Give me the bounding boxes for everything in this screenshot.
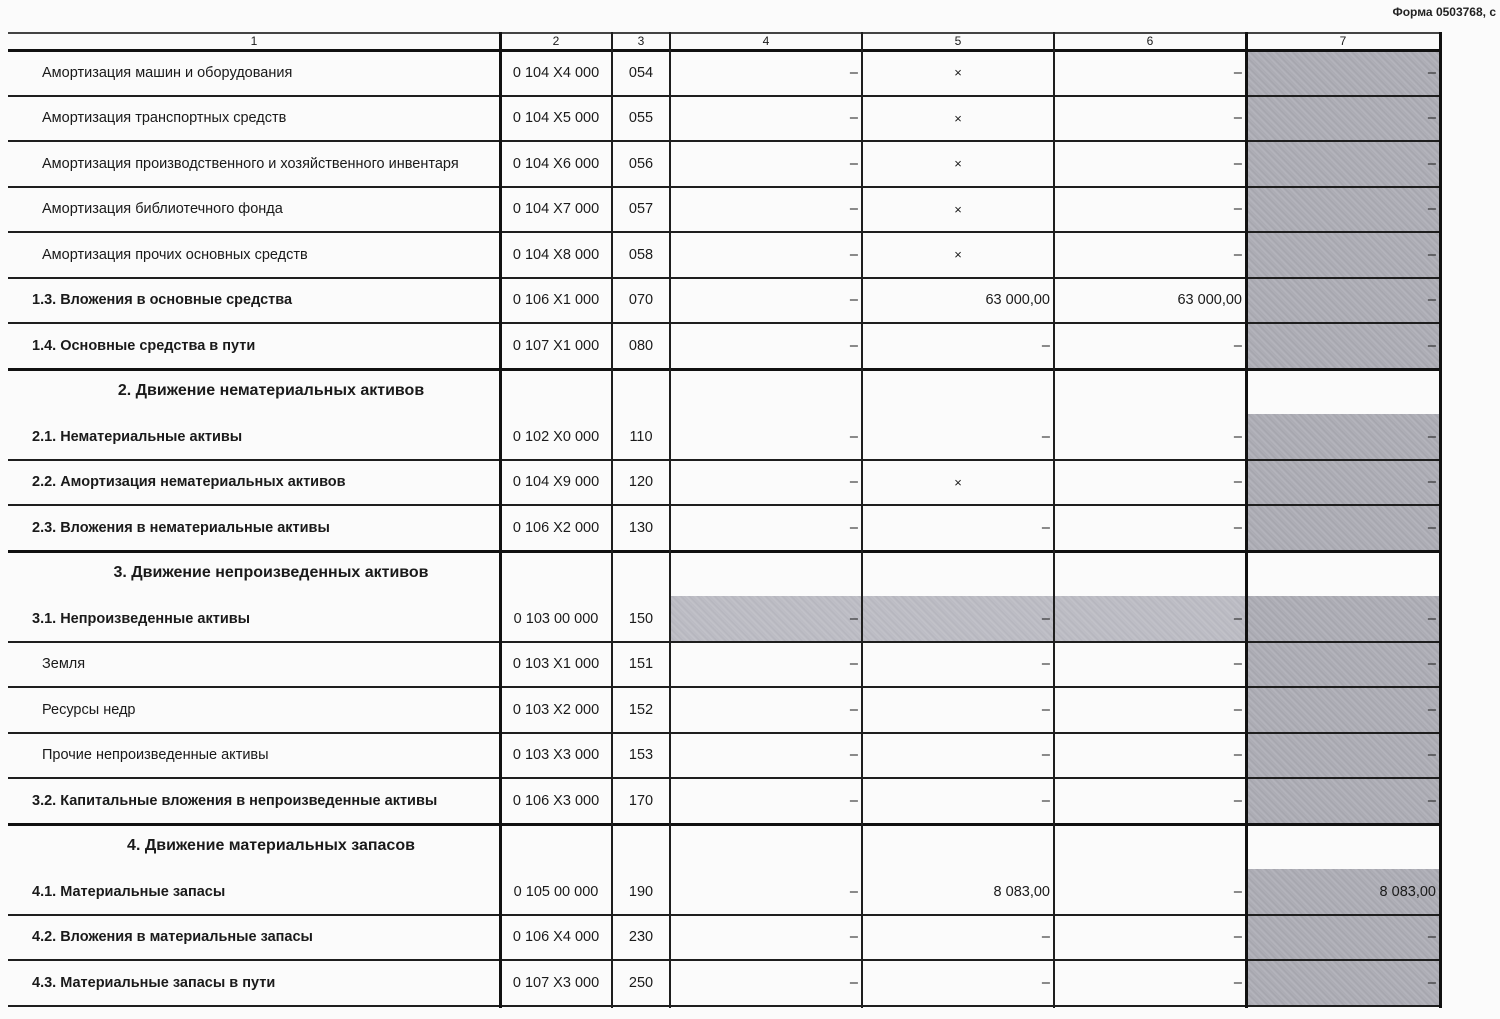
value-col6: – [1233,610,1242,627]
value-col4: – [849,292,858,309]
account-code: 0 106 X3 000 [512,792,600,809]
line-code: 058 [628,246,654,263]
column-header-2: 2 [552,34,560,48]
account-code: 0 103 00 000 [513,610,599,627]
value-col5: 8 083,00 [993,883,1050,900]
value-col5: – [1041,701,1050,718]
row-name: Амортизация производственного и хозяйственного инвентаря [42,155,459,172]
value-col5: × [954,65,962,81]
line-code: 190 [628,883,654,900]
row-name: 3.2. Капитальные вложения в непроизведенные активы [32,792,438,809]
value-col4: – [849,201,858,218]
account-code: 0 102 X0 000 [512,428,600,445]
section-heading: 3. Движение непроизведенных активов [113,564,429,582]
column-header-5: 5 [954,34,962,48]
value-col4: – [849,337,858,354]
value-col5: × [954,247,962,263]
value-col6: – [1233,337,1242,354]
value-col7: – [1427,246,1436,263]
value-col6: – [1233,155,1242,172]
line-code: 130 [628,519,654,536]
account-code: 0 104 X9 000 [512,474,600,491]
value-col7: – [1427,792,1436,809]
row-name: Прочие непроизведенные активы [42,747,269,764]
account-code: 0 105 00 000 [513,883,599,900]
value-col6: 63 000,00 [1177,292,1242,309]
value-col4: – [849,610,858,627]
value-col7: – [1427,929,1436,946]
value-col5: – [1041,610,1050,627]
value-col6: – [1233,474,1242,491]
value-col4: – [849,974,858,991]
value-col5: – [1041,929,1050,946]
account-code: 0 104 X5 000 [512,110,600,127]
row-name: 2.2. Амортизация нематериальных активов [32,474,346,491]
account-code: 0 106 X2 000 [512,519,600,536]
value-col4: – [849,428,858,445]
value-col4: – [849,519,858,536]
value-col5: – [1041,428,1050,445]
row-name: 4.1. Материальные запасы [32,883,226,900]
account-code: 0 106 X4 000 [512,929,600,946]
value-col7: – [1427,110,1436,127]
line-code: 120 [628,474,654,491]
column-header-3: 3 [637,34,645,48]
row-name: Амортизация библиотечного фонда [42,201,283,218]
row-name: Ресурсы недр [42,701,136,718]
value-col7: – [1427,519,1436,536]
line-code: 170 [628,792,654,809]
value-col4: – [849,656,858,673]
value-col6: – [1233,792,1242,809]
value-col7: – [1427,974,1436,991]
column-header-7: 7 [1339,34,1347,48]
line-code: 152 [628,701,654,718]
value-col6: – [1233,747,1242,764]
account-code: 0 104 X6 000 [512,155,600,172]
line-code: 070 [628,292,654,309]
account-code: 0 104 X4 000 [512,64,600,81]
row-name: 4.2. Вложения в материальные запасы [32,929,313,946]
row-name: 1.4. Основные средства в пути [32,337,256,354]
value-col7: – [1427,201,1436,218]
value-col5: – [1041,974,1050,991]
line-code: 057 [628,201,654,218]
account-code: 0 107 X3 000 [512,974,600,991]
value-col7: – [1427,656,1436,673]
value-col7: – [1427,155,1436,172]
form-number-label: Форма 0503768, с [1392,5,1496,19]
value-col4: – [849,883,858,900]
value-col5: × [954,156,962,172]
value-col6: – [1233,929,1242,946]
value-col5: – [1041,792,1050,809]
value-col5: × [954,201,962,217]
value-col7: – [1427,292,1436,309]
value-col7: – [1427,747,1436,764]
section-heading: 4. Движение материальных запасов [127,837,415,855]
account-code: 0 103 X1 000 [512,656,600,673]
value-col5: – [1041,519,1050,536]
line-code: 230 [628,929,654,946]
table-top-border [8,32,1440,34]
account-code: 0 104 X7 000 [512,201,600,218]
report-table [8,32,1440,1008]
value-col7: – [1427,701,1436,718]
value-col5: 63 000,00 [985,292,1050,309]
value-col4: – [849,929,858,946]
line-code: 151 [628,656,654,673]
line-code: 150 [628,610,654,627]
value-col7: – [1427,428,1436,445]
line-code: 054 [628,64,654,81]
row-name: 2.3. Вложения в нематериальные активы [32,519,330,536]
value-col4: – [849,155,858,172]
value-col6: – [1233,428,1242,445]
account-code: 0 107 X1 000 [512,337,600,354]
row-name: Земля [42,656,86,673]
line-code: 250 [628,974,654,991]
value-col4: – [849,110,858,127]
value-col7: – [1427,64,1436,81]
value-col6: – [1233,64,1242,81]
row-name: Амортизация прочих основных средств [42,246,308,263]
column-header-6: 6 [1146,34,1154,48]
row-name: 2.1. Нематериальные активы [32,428,243,445]
value-col5: – [1041,337,1050,354]
account-code: 0 104 X8 000 [512,246,600,263]
value-col6: – [1233,519,1242,536]
line-code: 056 [628,155,654,172]
value-col7: – [1427,337,1436,354]
value-col6: – [1233,701,1242,718]
value-col6: – [1233,110,1242,127]
row-name: 4.3. Материальные запасы в пути [32,974,276,991]
value-col7: – [1427,610,1436,627]
value-col4: – [849,747,858,764]
row-name: 3.1. Непроизведенные активы [32,610,251,627]
value-col6: – [1233,201,1242,218]
line-code: 110 [629,428,653,445]
row-name: Амортизация транспортных средств [42,110,287,127]
value-col4: – [849,701,858,718]
account-code: 0 103 X3 000 [512,747,600,764]
value-col4: – [849,64,858,81]
line-code: 153 [628,747,654,764]
value-col4: – [849,474,858,491]
line-code: 080 [628,337,654,354]
value-col5: × [954,110,962,126]
column-header-1: 1 [250,34,258,48]
row-name: 1.3. Вложения в основные средства [32,292,293,309]
value-col6: – [1233,656,1242,673]
account-code: 0 106 X1 000 [512,292,600,309]
row-name: Амортизация машин и оборудования [42,64,293,81]
value-col5: – [1041,656,1050,673]
value-col5: – [1041,747,1050,764]
value-col4: – [849,792,858,809]
value-col7: – [1427,474,1436,491]
value-col6: – [1233,246,1242,263]
section-heading: 2. Движение нематериальных активов [117,382,425,400]
value-col7: 8 083,00 [1379,883,1436,900]
column-header-4: 4 [762,34,770,48]
value-col4: – [849,246,858,263]
account-code: 0 103 X2 000 [512,701,600,718]
value-col5: × [954,474,962,490]
value-col6: – [1233,974,1242,991]
value-col6: – [1233,883,1242,900]
line-code: 055 [628,110,654,127]
